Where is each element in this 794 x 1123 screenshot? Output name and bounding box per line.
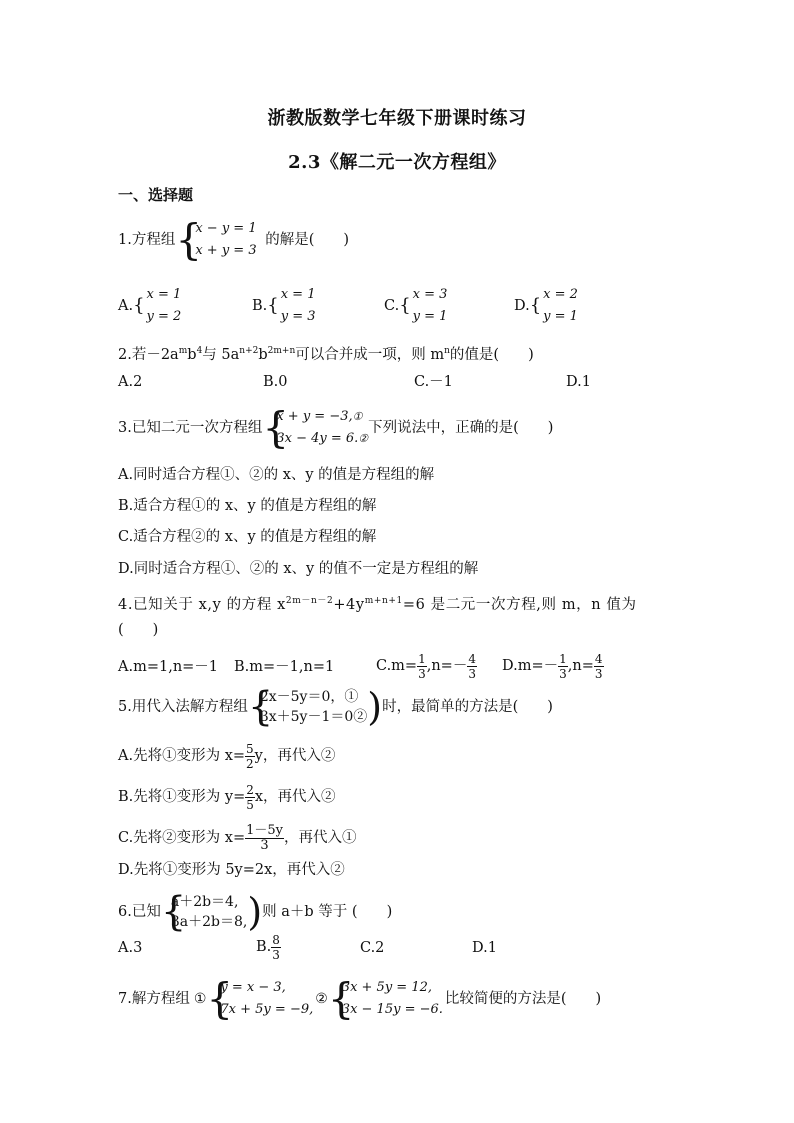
q3-system: { (262, 403, 290, 452)
q1-eq1: x − y = 1 (195, 221, 257, 236)
q1-option-d: D.{ x = 2 y = 1 (514, 287, 578, 324)
question-1 (118, 215, 350, 264)
section-heading: 一、选择题 (118, 186, 194, 204)
q7-mark-2: ② (315, 991, 328, 1007)
q6-option-b: B. $\frac{8}{3}$ (256, 932, 280, 962)
q5-option-c: C.先将②变形为 x= $\frac{1-5y}{3}$ ，再代入① (118, 822, 357, 853)
q3-option-d: D.同时适合方程①、②的 x、y 的值不一定是方程组的解 (118, 561, 479, 577)
question-3: 3.已知二元一次方程组 { x + y = −3,① 3x − 4y = 6.② 下列说法中，正确的是( ) (118, 403, 554, 452)
q2-option-a: A.2 (118, 374, 143, 390)
q3-option-c: C.适合方程②的 x、y 的值是方程组的解 (118, 529, 377, 545)
q5-option-a: A.先将①变形为 x= $\frac{5}{2}$ y，再代入② (118, 741, 336, 771)
q2-option-c: C.－1 (414, 374, 453, 390)
q6-system: { (160, 889, 187, 935)
q6-option-d: D.1 (472, 940, 497, 956)
q4-option-d: D.m=－ $\frac{1}{3}$ ,n= $\frac{4}{3}$ (502, 651, 603, 681)
q2-option-b: B.0 (263, 374, 288, 390)
question-4-line2: ( ) (118, 622, 159, 638)
q1-option-c: C.{ x = 3 y = 1 (384, 287, 448, 324)
q1-option-b: B.{ x = 1 y = 3 (252, 287, 316, 324)
q6-option-c: C.2 (360, 940, 385, 956)
page-title: 浙教版数学七年级下册课时练习 (267, 108, 527, 129)
q5-option-d: D.先将①变形为 5y=2x，再代入② (118, 862, 345, 878)
q1-eq2: x + y = 3 (195, 243, 257, 258)
q4-option-c: C.m= $\frac{1}{3}$ ,n=－ $\frac{4}{3}$ (376, 651, 476, 681)
q3-option-b: B.适合方程①的 x、y 的值是方程组的解 (118, 498, 377, 514)
q7-mark-1: ① (193, 991, 207, 1007)
question-4: 4.已知关于 x,y 的方程 $x^{2m-n-2}+4y^{m+n+1}=6$ 是二元一次方程,则 m，n 值为 (118, 596, 637, 613)
question-7: 7.解方程组 ① { y = x − 3, 7x + 5y = −9, ② { 3x + 5y = 12, 3x − 15y = −6. 比较简便的方法是( ) (118, 974, 602, 1023)
question-6: 6.已知 { a＋2b＝4, 3a＋2b＝8, )则 a＋b 等于 ( ) (118, 889, 393, 935)
q4-option-a: A.m=1,n=－1 (118, 659, 219, 675)
question-5: 5.用代入法解方程组 { 2x－5y＝0，① 3x＋5y－1＝0② )时，最简单的方法是( ) (118, 684, 553, 730)
question-2: 2.若$-2a^mb^4$与 $5a^{n+2}b^{2m+n}$可以合并成一项，则 $m^n$的值是( ) (118, 346, 534, 363)
q3-option-a: A.同时适合方程①、②的 x、y 的值是方程组的解 (118, 467, 435, 483)
q1-stem-post: 的解是( ) (265, 232, 350, 248)
q1-stem: 1.方程组 (118, 232, 176, 248)
q4-option-b: B.m=－1,n=1 (234, 659, 335, 675)
q1-system: { (175, 215, 203, 264)
q6-option-a: A.3 (118, 940, 143, 956)
page-subtitle: 2.3《解二元一次方程组》 (288, 152, 506, 173)
q2-option-d: D.1 (566, 374, 591, 390)
q5-option-b: B.先将①变形为 y= $\frac{2}{5}$ x，再代入② (118, 782, 336, 812)
q1-option-a: A.{ x = 1 y = 2 (118, 287, 182, 324)
q5-system: { (247, 684, 274, 730)
